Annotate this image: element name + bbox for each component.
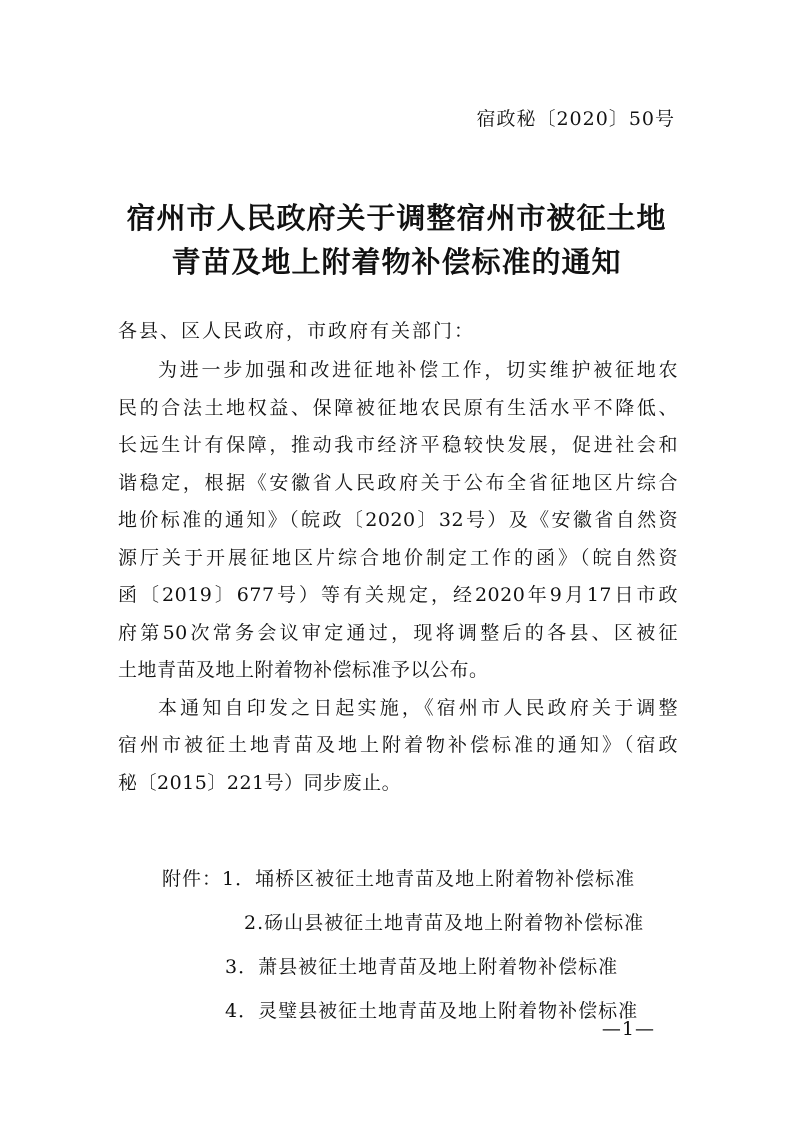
document-body [118,352,678,802]
attachment-item-3-text: 3．萧县被征土地青苗及地上附着物补偿标准 [225,956,619,978]
attachment-item-3 [225,945,618,989]
attachments-label: 附件： [162,868,223,890]
paragraph-2-line-1: 本通知自印发之日起实施，《宿州市人民政府关于调整 [158,696,678,719]
title-line-2: 青苗及地上附着物补偿标准的通知 [171,245,622,279]
attachment-item-4-text: 4．灵璧县被征土地青苗及地上附着物补偿标准 [225,1000,639,1022]
paragraph-1-line-9: 土地青苗及地上附着物补偿标准予以公布。 [118,659,489,681]
attachment-item-2 [244,901,644,945]
attachment-item-4 [225,989,638,1033]
page-number: —1— [601,1018,655,1040]
document-title [0,196,793,284]
paragraph-1-line-5: 地价标准的通知》（皖政〔2020〕32号）及《安徽省自然资 [118,509,678,531]
salutation: 各县、区人民政府，市政府有关部门： [118,320,476,342]
paragraph-1-line-2: 民的合法土地权益、保障被征地农民原有生活水平不降低、 [118,396,678,419]
paragraph-2-line-3: 秘〔2015〕221号）同步废止。 [118,771,402,794]
paragraph-1-line-8: 府第50次常务会议审定通过，现将调整后的各县、区被征 [118,621,678,644]
paragraph-1-line-4: 谐稳定，根据《安徽省人民政府关于公布全省征地区片综合 [118,471,678,494]
paragraph-1-line-3: 长远生计有保障，推动我市经济平稳较快发展，促进社会和 [118,434,678,456]
attachment-item-1-text: 1．埇桥区被征土地青苗及地上附着物补偿标准 [222,868,636,890]
attachment-item-2-text: 2.砀山县被征土地青苗及地上附着物补偿标准 [244,912,645,934]
paragraph-2-line-2: 宿州市被征土地青苗及地上附着物补偿标准的通知》（宿政 [118,734,678,756]
paragraph-1-line-6: 源厅关于开展征地区片综合地价制定工作的函》（皖自然资 [118,546,678,569]
document-number: 宿政秘〔2020〕50号 [476,108,675,130]
paragraph-1-line-1: 为进一步加强和改进征地补偿工作，切实维护被征地农 [158,359,678,381]
paragraph-1-line-7: 函〔2019〕677号）等有关规定，经2020年9月17日市政 [118,584,678,606]
title-line-1: 宿州市人民政府关于调整宿州市被征土地 [126,201,667,235]
attachment-item-1 [162,857,635,901]
